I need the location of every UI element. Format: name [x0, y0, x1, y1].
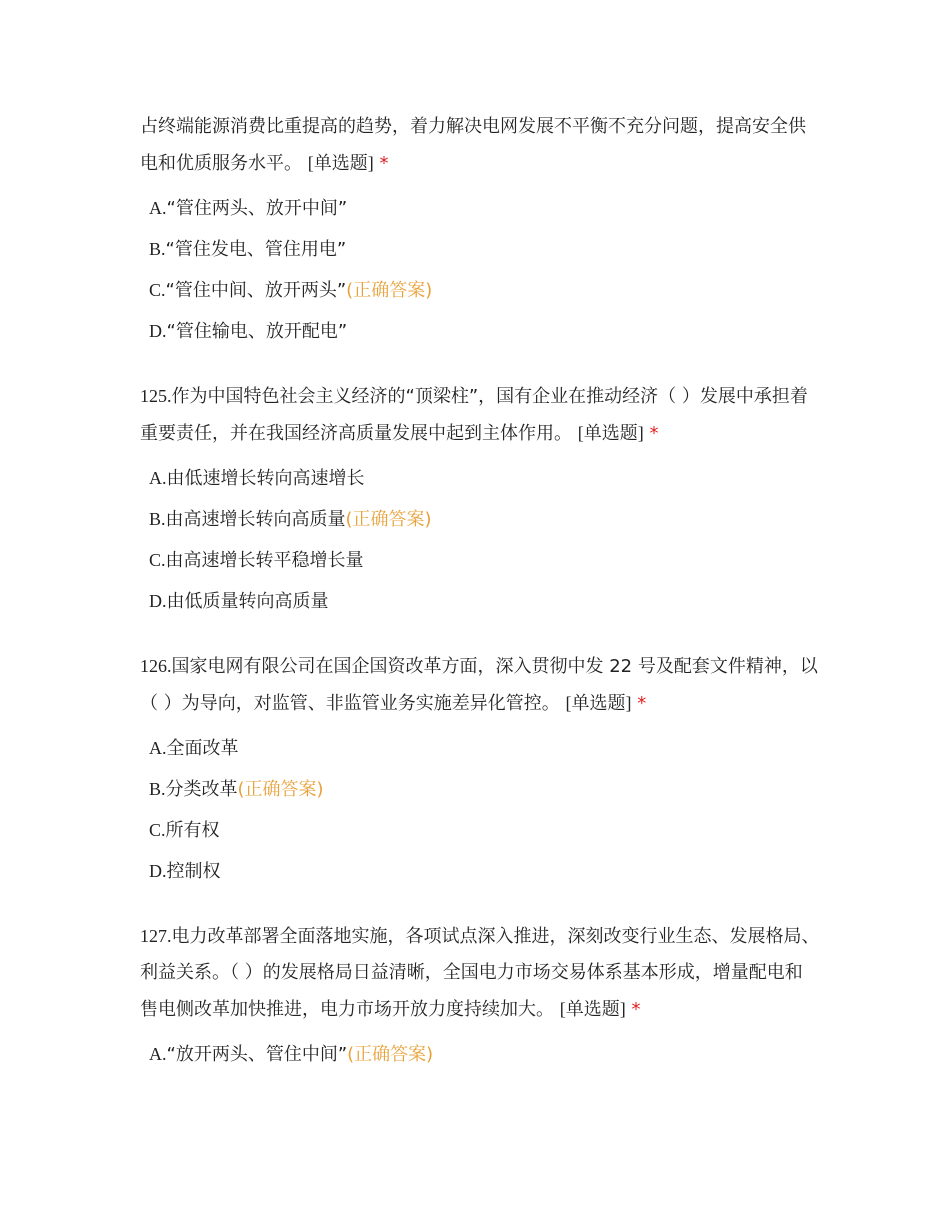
question-type-tag: [单选题]	[565, 693, 632, 713]
option-text: “管住输电、放开配电”	[166, 321, 348, 342]
option-text: “管住中间、放开两头”	[165, 280, 347, 301]
option-letter: D.	[149, 321, 167, 341]
option-text: 由低速增长转向高速增长	[166, 468, 365, 489]
option-c[interactable]	[140, 810, 820, 851]
question-stem: 占终端能源消费比重提高的趋势，着力解决电网发展不平衡不充分问题，提高安全供电和优质服务水平。	[140, 116, 806, 174]
option-text: “管住两头、放开中间”	[166, 198, 348, 219]
option-a[interactable]	[140, 188, 820, 229]
question-text	[140, 378, 820, 452]
question-text	[140, 918, 820, 1028]
question-127	[140, 918, 820, 1075]
option-d[interactable]	[140, 311, 820, 352]
option-b[interactable]	[140, 229, 820, 270]
option-text: “放开两头、管住中间”	[166, 1044, 348, 1065]
option-text: 控制权	[166, 861, 221, 882]
option-b[interactable]	[140, 769, 820, 810]
question-stem: 电力改革部署全面落地实施，各项试点深入推进，深刻改变行业生态、发展格局、利益关系。（ ）的发展格局日益清晰，全国电力市场交易体系基本形成，增量配电和售电侧改革加快推进，电力市场开放力度持续加大。	[140, 926, 820, 1020]
option-text: 全面改革	[166, 738, 239, 759]
option-letter: D.	[149, 861, 167, 881]
correct-answer-label: (正确答案)	[345, 509, 432, 530]
correct-answer-label: (正确答案)	[346, 280, 433, 301]
question-type-tag: [单选题]	[577, 423, 644, 443]
option-letter: C.	[149, 280, 166, 300]
option-letter: B.	[149, 509, 166, 529]
option-text: “管住发电、管住用电”	[165, 239, 347, 260]
option-list	[140, 188, 820, 352]
correct-answer-label: (正确答案)	[237, 779, 324, 800]
option-letter: A.	[149, 468, 167, 488]
option-text: 所有权	[165, 820, 220, 841]
option-b[interactable]	[140, 499, 820, 540]
option-d[interactable]	[140, 851, 820, 892]
option-d[interactable]	[140, 581, 820, 622]
question-number: 127.	[140, 926, 172, 946]
option-a[interactable]	[140, 458, 820, 499]
option-list	[140, 1034, 820, 1075]
question-124	[140, 108, 820, 352]
required-mark: *	[637, 693, 647, 714]
option-c[interactable]	[140, 270, 820, 311]
option-letter: C.	[149, 820, 166, 840]
option-list	[140, 728, 820, 892]
option-c[interactable]	[140, 540, 820, 581]
required-mark: *	[631, 999, 641, 1020]
question-type-tag: [单选题]	[559, 999, 626, 1019]
option-letter: C.	[149, 550, 166, 570]
option-text: 分类改革	[165, 779, 238, 800]
question-126	[140, 648, 820, 892]
question-125	[140, 378, 820, 622]
question-number: 125.	[140, 386, 172, 406]
question-stem: 作为中国特色社会主义经济的“顶梁柱”，国有企业在推动经济（ ）发展中承担着重要责任，并在我国经济高质量发展中起到主体作用。	[140, 386, 808, 444]
option-letter: A.	[149, 738, 167, 758]
required-mark: *	[379, 153, 389, 174]
option-list	[140, 458, 820, 622]
question-number: 126.	[140, 656, 172, 676]
option-text: 由高速增长转向高质量	[165, 509, 346, 530]
required-mark: *	[649, 423, 659, 444]
option-letter: D.	[149, 591, 167, 611]
option-letter: A.	[149, 1044, 167, 1064]
option-text: 由低质量转向高质量	[166, 591, 329, 612]
question-stem: 国家电网有限公司在国企国资改革方面，深入贯彻中发 22 号及配套文件精神，以（ ）为导向，对监管、非监管业务实施差异化管控。	[140, 656, 818, 714]
question-text	[140, 108, 820, 182]
option-a[interactable]	[140, 1034, 820, 1075]
question-type-tag: [单选题]	[307, 153, 374, 173]
option-letter: B.	[149, 239, 166, 259]
option-a[interactable]	[140, 728, 820, 769]
option-letter: B.	[149, 779, 166, 799]
option-text: 由高速增长转平稳增长量	[165, 550, 364, 571]
question-text	[140, 648, 820, 722]
option-letter: A.	[149, 198, 167, 218]
correct-answer-label: (正确答案)	[347, 1044, 434, 1065]
question-list	[140, 108, 820, 1101]
